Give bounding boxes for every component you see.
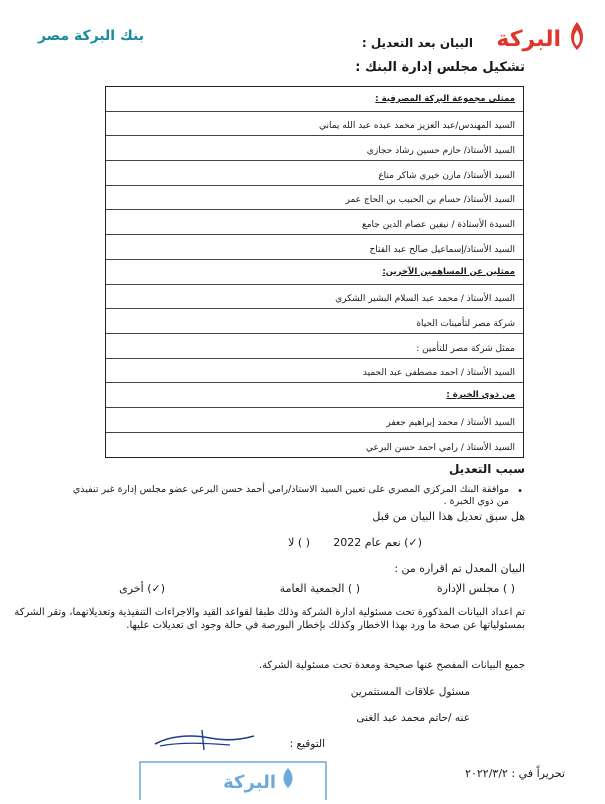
company-stamp: [138, 760, 328, 800]
stamp-flame-icon: [284, 768, 293, 788]
answer-no-checkbox[interactable]: ( ) لا: [288, 536, 310, 549]
board-member-row: السيد الأستاذ/ مازن خيري شاكر مناع: [106, 161, 523, 186]
flame-icon: [571, 22, 583, 50]
stamp-text: البركة: [223, 772, 276, 793]
board-member-row: ممثل شركة مصر للتأمين :: [106, 334, 523, 359]
board-group-header: ممثلي مجموعة البركة المصرفية :: [106, 87, 523, 112]
bank-name-text: بنك البركة مصر: [37, 28, 144, 44]
board-member-row: السيد الأستاذ / رامي احمد حسن البرعي: [366, 443, 515, 454]
board-member-row: السيدة الأستاذة / نيفين عصام الدين جامع: [106, 210, 523, 235]
board-member-row: شركة مصر لتأمينات الحياة: [106, 309, 523, 334]
option-other-checkbox[interactable]: (✓) أخرى: [119, 582, 165, 595]
signature-label: التوقيع :: [289, 738, 325, 750]
al-baraka-logo: [473, 14, 593, 58]
answer-yes-checkbox[interactable]: (✓) نعم عام 2022: [333, 536, 422, 549]
board-group-header: ممثلين عن المساهمين الآخرين:: [106, 260, 523, 285]
accuracy-note: جميع البيانات المفصح عنها صحيحة ومعدة تحت مسئولية الشركة.: [258, 660, 525, 671]
bullet-icon: •: [517, 486, 523, 497]
signatory-name: عنه /حاتم محمد عبد الغنى: [356, 712, 470, 724]
board-member-row: السيد المهندس/عبد العزيز محمد عبده عبد الله يماني: [106, 112, 523, 137]
board-table: [105, 86, 524, 458]
issue-date: تحريراً في : ٢٠٢٢/٣/٢: [465, 767, 565, 780]
board-heading: تشكيل مجلس إدارة البنك :: [355, 60, 525, 75]
logo-word: البركة: [496, 27, 561, 52]
amended-heading: البيان بعد التعديل :: [361, 36, 473, 50]
reason-title: سبب التعديل: [448, 462, 525, 476]
board-member-row: السيد الأستاذ / محمد عبد السلام البشير الشكري: [106, 285, 523, 310]
question-approved-by: البيان المعدل تم اقراره من :: [394, 562, 525, 575]
signatory-title: مسئول علاقات المستثمرين: [350, 686, 470, 698]
reason-text: موافقة البنك المركزي المصري على تعيين السيد الاستاذ/رامي أحمد حسن البرعي عضو مجلس إدارة غير تنفيذي من ذوي الخبرة .: [72, 484, 509, 507]
option-board-checkbox[interactable]: ( ) مجلس الإدارة: [436, 582, 515, 595]
question-previous-amendment: هل سبق تعديل هذا البيان من قبل: [372, 510, 525, 523]
board-group-header: من ذوي الخبرة :: [106, 383, 523, 408]
board-member-row: السيد الأستاذ / احمد مصطفى عبد الحميد: [106, 359, 523, 384]
option-assembly-checkbox[interactable]: ( ) الجمعية العامة: [279, 582, 360, 595]
handwritten-signature: [150, 728, 260, 752]
board-member-row: السيد الأستاذ/ حازم حسين رشاد حجازي: [106, 136, 523, 161]
responsibility-note: تم اعداد البيانات المذكورة تحت مسئولية ادارة الشركة وذلك طبقا لقواعد القيد والاجراءات التنفيذية وتعديلاتهما، وتقر الشركة بمسئولياتها عن صحة ما ورد بهذا الاخطار وكذلك بإخطار البورصة في حالة وجود اى تعديلات عليها.: [14, 607, 525, 631]
board-member-row: السيد الأستاذ/إسماعيل صالح عبد الفتاح: [106, 235, 523, 260]
board-member-row: السيد الأستاذ / محمد إبراهيم جعفر: [106, 408, 523, 433]
board-member-row: السيد الأستاذ/ حسام بن الحبيب بن الحاج عمر: [106, 186, 523, 211]
bank-name-logo: [8, 20, 148, 50]
